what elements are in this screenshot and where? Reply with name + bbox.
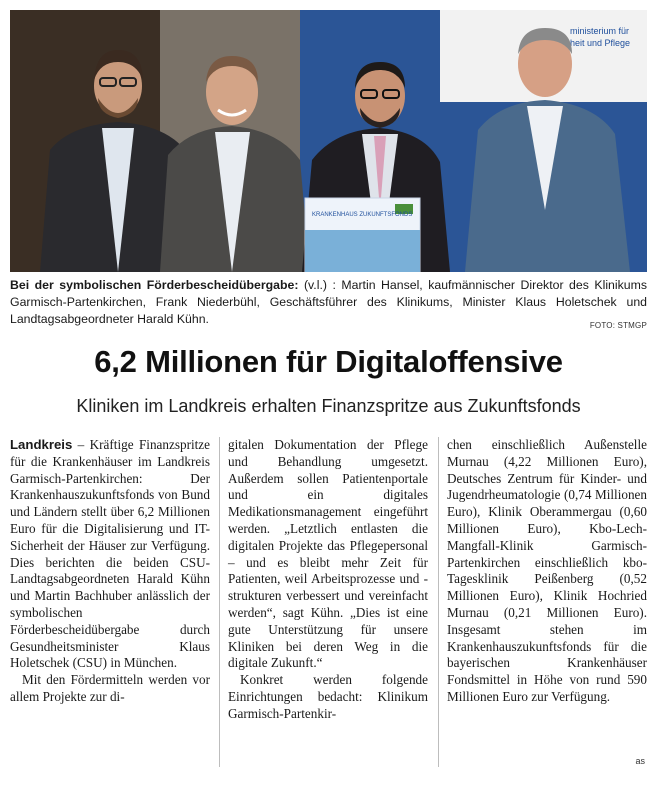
photo-credit: FOTO: STMGP (589, 321, 647, 330)
paragraph: chen einschließlich Außenstelle Murnau (4,22 Millionen Euro), Deutsches Zentrum für Kinder- und Jugendrheumatologie (0,74 Millionen Euro), Klinik Oberammergau (0,60 Millionen Euro), Kbo-Lech-Mangfall-Klinik Garmisch-Partenkirchen einschließlich kbo-Tagesklinik Peißenberg (0,52 Millionen Euro), Klinik Hochried Murnau (0,21 Millionen Euro). Insgesamt stehen im Krankenhauszukunftsfonds für die bayerischen Krankenhäuser Fondsmittel in Höhe von rund 590 Millionen Euro zur Verfügung. (447, 437, 647, 704)
paragraph (10, 437, 210, 672)
subheadline: Kliniken im Landkreis erhalten Finanzspritze aus Zukunftsfonds (76, 396, 581, 416)
caption-text: (v.l.) : Martin Hansel, kaufmännischer Direktor des Klinikums Garmisch-Partenkirchen, Frank Niederbühl, Geschäftsführer des Klinikums, Minister Klaus Holetschek und Landtagsabgeordneter Harald Kühn. (10, 278, 647, 326)
caption-lead: Bei der symbolischen Förderbescheidübergabe: (10, 278, 299, 292)
funding-certificate (305, 198, 420, 272)
headline: 6,2 Millionen für Digitaloffensive (94, 344, 563, 379)
paragraph-text: – Kräftige Finanzspritze für die Krankenhäuser im Landkreis Garmisch-Partenkirchen: Der Krankenhauszukunftsfonds von Bund und Ländern stellt über 6,2 Millionen Euro für die Digitalisierung und IT-Sicherheit der Häuser zur Verfügung. Dies berichten die beiden CSU-Landtagsabgeordneten Harald Kühn und Martin Bachhuber anlässlich der symbolischen Förderbescheidübergabe durch Gesundheitsminister Klaus Holetschek (CSU) in München. (10, 437, 210, 671)
banner-text-2: heit und Pflege (570, 38, 631, 48)
photo-caption (10, 277, 647, 328)
banner-text-1: ministerium für (570, 26, 630, 36)
paragraph: Konkret werden folgende Einrichtungen bedacht: Klinikum Garmisch-Partenkir- (228, 672, 428, 721)
press-photo-illustration (10, 10, 647, 272)
press-photo (10, 10, 647, 272)
column-divider (438, 437, 439, 767)
column-divider (219, 437, 220, 767)
article-column-2 (228, 437, 428, 723)
article-column-1 (10, 437, 210, 706)
certificate-title: KRANKENHAUS ZUKUNFTSFONDS (312, 212, 413, 218)
dateline: Landkreis (10, 437, 73, 452)
article-column-3 (447, 437, 647, 706)
paragraph: Mit den Fördermitteln werden vor allem Projekte zur di- (10, 672, 210, 704)
author-initials: as (635, 756, 645, 766)
paragraph: gitalen Dokumentation der Pflege und Behandlung umgesetzt. Außerdem sollen Patientenportale und ein digitales Medikationsmanagement eingeführt werden. „Letztlich entlasten die digitalen Projekte das Pflegepersonal – und es bleibt mehr Zeit für Patienten, weil Arbeitsprozesse und -strukturen verbessert und vereinfacht werden“, sagt Kühn. „Dies ist eine gute Unterstützung für unsere Kliniken bei deren Weg in die digitale Zukunft.“ (228, 437, 428, 671)
